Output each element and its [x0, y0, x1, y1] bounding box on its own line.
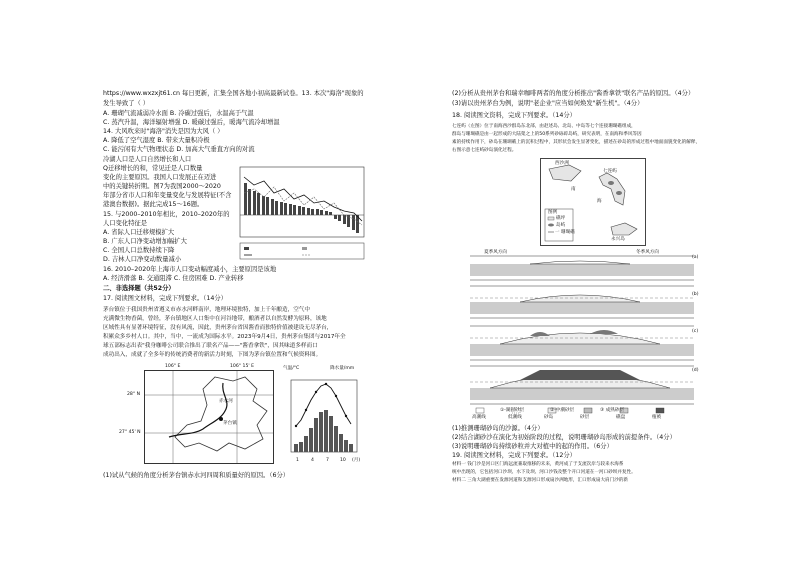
- map-lat-label: 28° N: [127, 392, 141, 397]
- q13-options-cd: C. 蒸汽升温，海洋辐射增强 D. 暖碳过强后，暖海气流冷却增温: [103, 119, 280, 126]
- q18-sub1: (1)推测珊瑚砂岛的沙源。（4分）: [452, 425, 544, 432]
- map-label: 海: [597, 199, 602, 204]
- q17-sub2: (2)分析从贵州茅台和瑞幸咖啡两者的角度分析推出"酱香拿铁"联名产品的原因。（4分）: [452, 90, 695, 97]
- temp-axis-label: 气温/°C: [283, 366, 300, 371]
- strata-legend: 低潮线: [508, 415, 522, 420]
- q19-text-line: 材料一 钱门沙是河口区门海远流兼取推移的未来，黄河成了于支流次岸与较来水海系: [452, 462, 624, 467]
- passage-line: Q迁移增长的和，常见迁是人口数量: [103, 165, 203, 172]
- map-lon-label: 106° E: [165, 364, 181, 369]
- q16-stem: 16. 2010–2020年上海市人口变动幅度减小，主要原因是该地: [103, 266, 277, 273]
- q17-title: 17. 阅读图文材料，完成下列要求。（14分）: [103, 295, 227, 302]
- q16-options: A. 经济滑落 B. 交通阻滞 C. 住房困难 D. 产业转移: [103, 275, 244, 282]
- q17-text-line: 充满微生物香菌，曾经，茅台镇地区人口集中在河谷地带，酿酒者以自然发酵为原料，该地: [103, 316, 327, 322]
- q13-options-ab: A. 珊瑚气流减弱冷水面 B. 冷碳过强后，水温高于气温: [103, 110, 254, 117]
- wind-label: 冬季风方向: [636, 250, 659, 255]
- map-label: 西沙洲: [555, 161, 569, 166]
- q15-stem-2: 人口变化特征是: [103, 220, 148, 227]
- q17-text-line: 球五部标志出表"我身咖啡公司联合推出了联名产品——"酱香拿铁"，因其味道多样而口: [103, 343, 318, 349]
- q15-option-b: B. 广东人口净变动增加幅扩大: [103, 238, 187, 245]
- q17-sub1: (1)试从气候的角度分析茅台镇赤水河四周和质量好的原因。（6分）: [103, 472, 290, 479]
- strata-legend: 砂岛: [544, 415, 554, 420]
- intro-line: https://www.wxzxjt61.cn 每日更新，汇集全国各地小初高最新试卷。13. 本次"海洛"现象的: [103, 90, 364, 97]
- q18-sub2: (2)结合湖砂沙在演化为初始阶段的过程，说明珊瑚砂岛形成的前提条件。（4分）: [452, 434, 676, 441]
- q19-text-line: 统中出现的，它包括河口沙坝、水下及坝、河口沙钱及整个开口河道在一河口砂坝并复性。: [452, 470, 636, 475]
- q15-option-d: D. 吉林人口净变动数量减小: [103, 256, 182, 263]
- q18-text-line: 七连屿（左图）位于南海西沙群岛东北部，由赵述岛、北岛、中岛等七个连接珊瑚礁组成，: [452, 124, 636, 129]
- month-tick: 4: [311, 458, 314, 463]
- q18-text-line: 群岛与珊瑚礁是由一起形成的大陆架之上的50系列砂砾碎岛屿，研究表明，在南海和季风等因: [452, 132, 642, 137]
- wind-label: 夏季风方向: [484, 250, 507, 255]
- map-lon-label: 106° 15' E: [230, 364, 254, 369]
- panel-label: (c): [692, 329, 699, 334]
- q18-text-line: 右图示意七连屿砂岛演化过程。: [452, 148, 517, 153]
- passage-line: 年部分省市人口和年变量变化与发展特征(不含: [103, 192, 232, 199]
- strata-legend: 礁盘: [616, 415, 626, 420]
- q15-option-a: A. 省际人口迁移规模扩大: [103, 229, 175, 236]
- q15-option-c: C. 全国人口总数持续下降: [103, 247, 175, 254]
- strata-sublegend: ②-中潮砂层: [550, 408, 575, 413]
- q13-stem: 发生导致了（ ）: [103, 100, 150, 107]
- qilianyu-map: [540, 158, 646, 246]
- q18-sub3: (3)说明珊瑚砂岛持续砂粒并大对植中的起的作用。（6分）: [452, 443, 613, 450]
- legend-title: 图例: [548, 210, 558, 215]
- month-tick: 1: [296, 458, 299, 463]
- panel-label: (d): [692, 368, 699, 373]
- panel-label: (a): [692, 255, 699, 260]
- strata-legend: 砂层: [580, 415, 590, 420]
- passage-line: 变化的主要原因。我国人口发展正在迈进: [103, 174, 217, 181]
- river-label: 赤水河: [219, 399, 233, 404]
- q15-stem: 15. 与2000–2010年相比，2010–2020年的: [103, 211, 230, 218]
- q18-text-line: 素的持续作用下，砂岛在珊瑚礁上的沉积过程中，其形状会发生显著变化，描述在砂岛的形成过程中地面面貌变化的解释，: [452, 140, 701, 145]
- population-chart: [232, 163, 378, 263]
- q17-text-line: 茅台镇位于我国贵州省遵义市赤水河畔南岸，地理环境独特，加上千年酿造，空气中: [103, 307, 310, 313]
- q18-title: 18. 阅读图文资料，完成下列要求。（14分）: [452, 112, 576, 119]
- q17-sub3: (3)请以贵州茅台为例，说明"老企业"应当如何焕发"新生机"。（4分）: [452, 100, 644, 107]
- q19-text-line: 材料二 三角大湖重要在发源河道和支源河口形成扇沙洲地形，汇口形成扇大肩门沙的新: [452, 478, 629, 483]
- strata-legend: 植被: [652, 415, 662, 420]
- month-tick: 7: [326, 458, 329, 463]
- q19-title: 19. 阅读图文材料，完成下列要求。（12分）: [452, 452, 576, 459]
- map-lat-label: 27° 45' N: [119, 430, 141, 435]
- passage-line: 港澳台数据)。据此完成15～16题。: [103, 201, 204, 208]
- map-label: 南: [571, 187, 576, 192]
- month-tick: (月): [352, 458, 361, 463]
- legend-item: 礁坪: [556, 216, 566, 221]
- map-label: 七连屿: [603, 169, 617, 174]
- q14-options-cd: C. 能污闲有大气物理状态 D. 加高大气垂直方向的对流: [103, 146, 255, 153]
- q14-options-ab: A. 降低了空气湿度 B. 带来大量积冷极: [103, 137, 210, 144]
- legend-item: 岛屿: [556, 223, 566, 228]
- legend-item: 一 珊瑚礁: [555, 230, 575, 235]
- part-two-heading: 二、非选择题（共52分）: [103, 285, 175, 292]
- panel-label: (b): [692, 292, 699, 297]
- passage-line: 冷湖人口是人口自然增长和人口: [103, 156, 192, 163]
- town-label: 茅台镇: [223, 421, 237, 426]
- month-tick: 10: [340, 458, 346, 463]
- strata-legend: 高潮线: [472, 415, 486, 420]
- passage-line: 中的关键转折期。图7为我国2000～2020: [103, 183, 221, 190]
- map-label: 永兴岛: [611, 237, 625, 242]
- climate-chart: [281, 370, 371, 466]
- sand-island-evolution-diagram: [470, 248, 694, 418]
- q17-text-line: 积累众多乡村人口。其中，当中，一流成为国际水平。2023年9月4日，贵州茅台集团与2017年全: [103, 334, 346, 340]
- strata-sublegend: ①-湖间砂层: [500, 408, 525, 413]
- q14-stem: 14. 大风吹来时"海洛"消失是因为大风（ ）: [103, 128, 224, 135]
- precip-axis-label: 降水量/mm: [330, 366, 355, 371]
- q17-text-line: 成功出入，成就了全多年的传统消费者的新活力时刻，下图为茅台镇位置和气候资料图。: [103, 352, 322, 358]
- maotai-location-map: [144, 370, 274, 464]
- strata-sublegend: ③ 成熟砂层: [600, 408, 624, 413]
- q17-text-line: 区域性具有显著环境特征，没有风流，因此，贵州茅台省因酱香而独特价值被建设无尽茅台，: [103, 325, 333, 331]
